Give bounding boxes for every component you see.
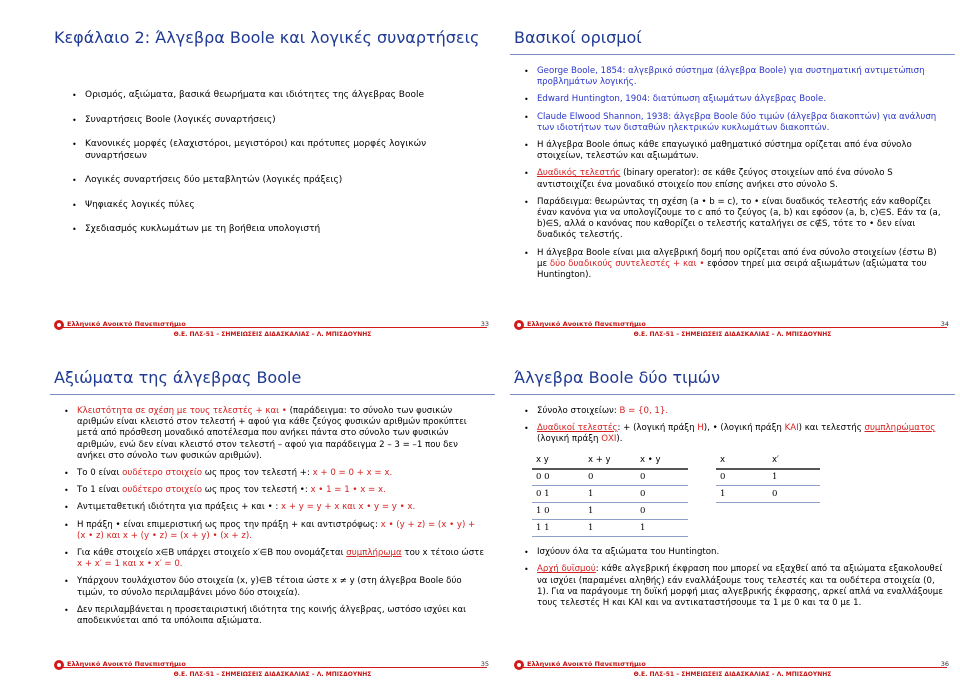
slide-title: Άλγεβρα Boole δύο τιμών	[514, 368, 721, 387]
slide-body	[522, 66, 945, 287]
list-item: • Δυαδικός τελεστής (binary operator): σε κάθε ζεύγος στοιχείων από ένα σύνολο S αντιστοιχίζει ένα μοναδικό στοιχείο που επίσης ανήκει στο σύνολο S.	[524, 168, 893, 190]
list-item: • Ορισμός, αξιώματα, βασικά θεωρήματα και ιδιότητες της άλγεβρας Boole	[72, 90, 425, 100]
table-spacer	[688, 503, 716, 520]
title-rule	[510, 54, 955, 55]
list-item: • Το 0 είναι ουδέτερο στοιχείο ως προς τον τελεστή +: x + 0 = 0 + x = x.	[64, 468, 393, 479]
page-number: 36	[940, 660, 949, 668]
course-label: Θ.Ε. ΠΛΣ-51 – ΣΗΜΕΙΩΣΕΙΣ ΔΙΔΑΣΚΑΛΙΑΣ – Λ. ΜΠΙΣΔΟΥΝΗΣ	[633, 671, 832, 678]
title-rule	[50, 394, 495, 395]
slide-footer	[510, 662, 955, 682]
table-row	[532, 469, 820, 486]
list-item: • Παράδειγμα: θεωρώντας τη σχέση (a • b = c), το • είναι δυαδικός τελεστής εάν καθορίζει έναν κανόνα για να υπολογίζουμε το c από το ζεύγος (a, b) και εφόσον (a, b, c)∈S. Εάν τα (a, b)∈S, αλλά ο κανόνας που καθορίζει ο τελεστής καταλήγει σε c∉S, τότε το • δεν είναι δυαδικός τελεστής.	[524, 196, 941, 241]
page-number: 33	[480, 320, 489, 328]
list-item: • Edward Huntington, 1904: διατύπωση αξιωμάτων άλγεβρας Boole.	[524, 94, 827, 105]
list-item: • Το 1 είναι ουδέτερο στοιχείο ως προς τον τελεστή •: x • 1 = 1 • x = x.	[64, 485, 386, 496]
course-label: Θ.Ε. ΠΛΣ-51 – ΣΗΜΕΙΩΣΕΙΣ ΔΙΔΑΣΚΑΛΙΑΣ – Λ. ΜΠΙΣΔΟΥΝΗΣ	[173, 671, 372, 678]
slide-footer	[50, 662, 495, 682]
list-item: • Claude Elwood Shannon, 1938: άλγεβρα Boole δύο τιμών (άλγεβρα διακοπτών) για ανάλυση των ιδιοτήτων των δισταθών ηλεκτρικών κυκλωμάτων διακοπτών.	[524, 111, 937, 133]
list-item: • Συναρτήσεις Boole (λογικές συναρτήσεις)	[72, 114, 276, 125]
bullet-icon: •	[72, 176, 77, 185]
university-logo-icon	[54, 660, 64, 670]
bullet-icon: •	[64, 577, 69, 587]
university-name: Ελληνικό Ανοικτό Πανεπιστήμιο	[527, 660, 646, 668]
university-logo-icon	[54, 320, 64, 330]
bullet-icon: •	[524, 141, 529, 151]
bullet-icon: •	[524, 424, 529, 434]
bullet-icon: •	[524, 95, 529, 105]
bullet-icon: •	[64, 605, 69, 615]
university-name: Ελληνικό Ανοικτό Πανεπιστήμιο	[67, 320, 186, 328]
university-name: Ελληνικό Ανοικτό Πανεπιστήμιο	[67, 660, 186, 668]
list-item: • Για κάθε στοιχείο x∈B υπάρχει στοιχείο x′∈B που ονομάζεται συμπλήρωμα του x τέτοιο ώστε x + x′ = 1 και x • x′ = 0.	[64, 548, 484, 570]
table-header: x y	[532, 452, 584, 469]
table-spacer	[688, 469, 716, 486]
bullet-icon: •	[524, 565, 529, 575]
bullet-icon: •	[524, 112, 529, 122]
slide-body	[70, 90, 485, 249]
table-cell: 0	[636, 486, 688, 503]
list-item: • Δυαδικοί τελεστές: + (λογική πράξη Η), • (λογική πράξη ΚΑΙ) και τελεστής συμπληρώματος (λογική πράξη ΟΧΙ).	[524, 423, 936, 445]
course-label: Θ.Ε. ΠΛΣ-51 – ΣΗΜΕΙΩΣΕΙΣ ΔΙΔΑΣΚΑΛΙΑΣ – Λ. ΜΠΙΣΔΟΥΝΗΣ	[633, 331, 832, 338]
university-logo-icon	[514, 320, 524, 330]
bullet-icon: •	[524, 548, 529, 558]
table-spacer	[716, 503, 768, 520]
table-cell: 1	[584, 486, 636, 503]
list-item: • Η πράξη • είναι επιμεριστική ως προς την πράξη + και αντιστρόφως: x • (y + z) = (x • y) + (x • z) και x + (y • z) = (x + y) • (x + z).	[64, 519, 476, 541]
table-spacer	[688, 520, 716, 537]
slide-33	[50, 22, 495, 342]
table-row	[532, 486, 820, 503]
table-header: x + y	[584, 452, 636, 469]
table-spacer	[768, 520, 820, 537]
table-cell: 0	[716, 469, 768, 486]
list-item: • Κανονικές μορφές (ελαχιστόροι, μεγιστόροι) και πρότυπες μορφές λογικών συναρτήσεων	[72, 139, 427, 161]
list-item: • George Boole, 1854: αλγεβρικό σύστημα (άλγεβρα Boole) για συστηματική αντιμετώπιση προβλημάτων λογικής.	[524, 66, 925, 88]
bullet-icon: •	[524, 169, 529, 179]
table-cell: 0	[768, 486, 820, 503]
bullet-icon: •	[72, 225, 77, 234]
table-header-row	[532, 452, 820, 469]
bullet-icon: •	[524, 67, 529, 76]
table-header: x • y	[636, 452, 688, 469]
slide-body	[62, 406, 485, 633]
table-cell: 1	[584, 503, 636, 520]
slide-title: Βασικοί ορισμοί	[514, 28, 642, 47]
list-item: • Αντιμεταθετική ιδιότητα για πράξεις + και • : x + y = y + x και x • y = y • x.	[64, 502, 416, 513]
bullet-icon: •	[524, 407, 529, 416]
university-logo-icon	[514, 660, 524, 670]
table-row	[532, 520, 820, 537]
slide-body	[522, 406, 945, 615]
table-cell: 0 0	[532, 469, 584, 486]
table-spacer	[768, 503, 820, 520]
truth-table	[532, 452, 820, 538]
list-item: • Λογικές συναρτήσεις δύο μεταβλητών (λογικές πράξεις)	[72, 175, 343, 185]
table-spacer	[688, 486, 716, 503]
list-item: • Ισχύουν όλα τα αξιώματα του Huntington.	[524, 547, 720, 558]
table-cell: 0 1	[532, 486, 584, 503]
list-item: • Σχεδιασμός κυκλωμάτων με τη βοήθεια υπολογιστή	[72, 224, 321, 234]
table-spacer	[716, 520, 768, 537]
bullet-icon: •	[524, 248, 529, 258]
bullet-icon: •	[72, 200, 77, 210]
table-header: x	[716, 452, 768, 469]
table-cell: 1	[716, 486, 768, 503]
slide-footer	[50, 322, 495, 342]
table-cell: 0	[584, 469, 636, 486]
title-rule	[510, 394, 955, 395]
table-cell: 1 0	[532, 503, 584, 520]
slide-title: Κεφάλαιο 2: Άλγεβρα Boole και λογικές συναρτήσεις	[54, 28, 480, 47]
bullet-icon: •	[64, 549, 69, 559]
table-spacer	[688, 452, 716, 469]
table-cell: 1 1	[532, 520, 584, 537]
table-cell: 1	[636, 520, 688, 537]
bullet-icon: •	[72, 140, 77, 149]
course-label: Θ.Ε. ΠΛΣ-51 – ΣΗΜΕΙΩΣΕΙΣ ΔΙΔΑΣΚΑΛΙΑΣ – Λ. ΜΠΙΣΔΟΥΝΗΣ	[173, 331, 372, 338]
list-item: • Ψηφιακές λογικές πύλες	[72, 199, 195, 210]
bullet-icon: •	[72, 115, 77, 125]
bullet-icon: •	[64, 503, 69, 513]
list-item: • Δεν περιλαμβάνεται η προσεταιριστική ιδιότητα της κοινής άλγεβρας, ωστόσο ισχύει και αποδεικνύεται από τα υπόλοιπα αξιώματα.	[64, 604, 467, 627]
university-name: Ελληνικό Ανοικτό Πανεπιστήμιο	[527, 320, 646, 328]
page-number: 35	[480, 660, 489, 668]
bullet-icon: •	[64, 407, 69, 416]
bullet-icon: •	[64, 486, 69, 496]
slide-title: Αξιώματα της άλγεβρας Boole	[54, 368, 302, 387]
list-item: • Υπάρχουν τουλάχιστον δύο στοιχεία (x, y)∈B τέτοια ώστε x ≠ y (στη άλγεβρα Boole δύο τιμών, το σύνολο περιλαμβάνει μόνο δύο στοιχεία).	[64, 576, 462, 598]
slide-34	[510, 22, 955, 342]
table-cell: 0	[636, 469, 688, 486]
table-cell: 1	[584, 520, 636, 537]
bullet-icon: •	[64, 469, 69, 479]
bullet-icon: •	[524, 197, 529, 207]
table-row	[532, 503, 820, 520]
slide-36	[510, 362, 955, 682]
slide-35	[50, 362, 495, 682]
page-number: 34	[940, 320, 949, 328]
list-item: • Η άλγεβρα Boole είναι μια αλγεβρική δομή που ορίζεται από ένα σύνολο στοιχείων (έστω B) με δύο δυαδικούς συντελεστές + και • εφόσον τηρεί μια σειρά αξιωμάτων (αξιώματα του Huntington).	[524, 247, 937, 281]
table-header: x′	[768, 452, 820, 469]
table-cell: 1	[768, 469, 820, 486]
table-cell: 0	[636, 503, 688, 520]
list-item: • Αρχή δυϊσμού: κάθε αλγεβρική έκφραση που μπορεί να εξαχθεί από τα αξιώματα εξακολουθεί να ισχύει (παραμένει αληθής) εάν εναλλάξουμε τους τελεστές και τα ουδέτερα στοιχεία (0, 1). Για να παράγουμε τη δυϊκή μορφή μιας αλγεβρικής έκφρασης, αρκεί απλά να εναλλάξουμε τους τελεστές Η και ΚΑΙ και να αντικαταστήσουμε τα 1 με 0 και τα 0 με 1.	[524, 564, 943, 608]
list-item: • Σύνολο στοιχείων: B = {0, 1}.	[524, 406, 669, 416]
slide-footer	[510, 322, 955, 342]
bullet-icon: •	[72, 91, 77, 100]
list-item: • Κλειστότητα σε σχέση με τους τελεστές + και • (παράδειγμα: το σύνολο των φυσικών αριθμών είναι κλειστό στον τελεστή + αφού για κάθε ζεύγος φυσικών αριθμών προκύπτει μετά από πρόσθεση μοναδικό αποτέλεσμα που ανήκει πάντα στο σύνολο των φυσικών αριθμών, ενώ δεν είναι κλειστό στον τελεστή – αφού για παράδειγμα 2 – 3 = –1 που δεν ανήκει στο σύνολο των φυσικών αριθμών).	[64, 406, 467, 461]
list-item: • Η άλγεβρα Boole όπως κάθε επαγωγικό μαθηματικό σύστημα ορίζεται από ένα σύνολο στοιχείων, τελεστών και αξιωμάτων.	[524, 140, 912, 162]
bullet-icon: •	[64, 520, 69, 530]
